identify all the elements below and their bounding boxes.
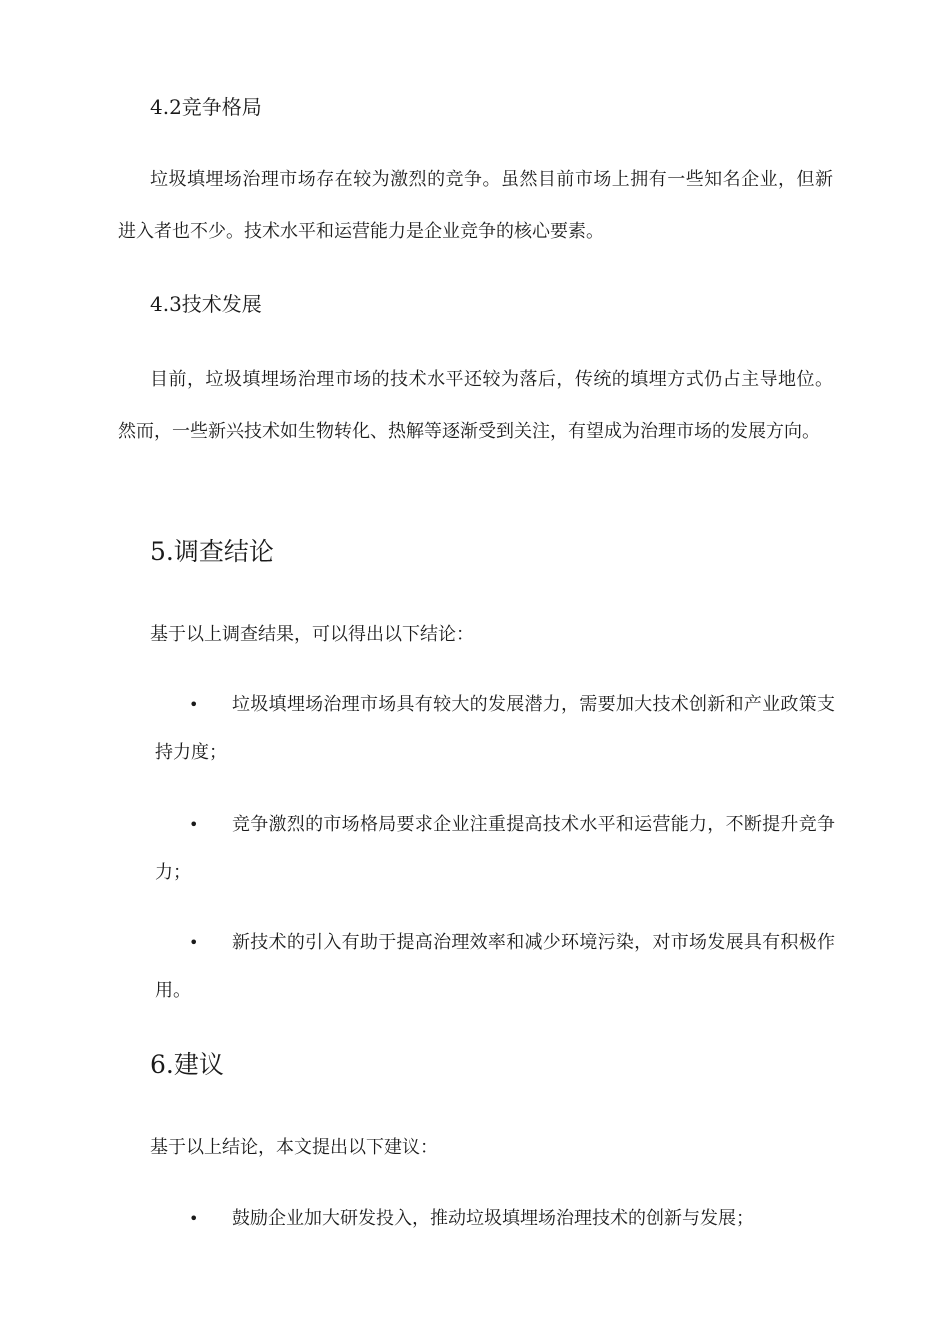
conclusion-bullet-1 bbox=[155, 681, 835, 777]
section-heading-4-2: 4.2竞争格局 bbox=[150, 95, 262, 119]
bullet-text: 竞争激烈的市场格局要求企业注重提高技术水平和运营能力，不断提升竞争力； bbox=[155, 814, 835, 883]
bullet-dot: • bbox=[189, 1209, 199, 1228]
section-heading-5: 5.调查结论 bbox=[150, 537, 274, 566]
bullet-text: 垃圾填埋场治理市场具有较大的发展潜力，需要加大技术创新和产业政策支持力度； bbox=[155, 694, 835, 763]
section-5-intro: 基于以上调查结果，可以得出以下结论： bbox=[150, 624, 474, 645]
suggestion-bullet-1 bbox=[155, 1195, 835, 1243]
bullet-dot: • bbox=[189, 695, 199, 714]
section-4-3-paragraph: 目前，垃圾填埋场治理市场的技术水平还较为落后，传统的填埋方式仍占主导地位。然而，一些新兴技术如生物转化、热解等逐渐受到关注，有望成为治理市场的发展方向。 bbox=[118, 369, 833, 442]
bullet-dot: • bbox=[189, 933, 199, 952]
bullet-dot: • bbox=[189, 815, 199, 834]
bullet-text: 新技术的引入有助于提高治理效率和减少环境污染，对市场发展具有积极作用。 bbox=[155, 932, 835, 1001]
section-4-2-paragraph: 垃圾填埋场治理市场存在较为激烈的竞争。虽然目前市场上拥有一些知名企业，但新进入者也不少。技术水平和运营能力是企业竞争的核心要素。 bbox=[118, 169, 833, 242]
conclusion-bullet-3 bbox=[155, 919, 835, 1015]
bullet-text: 鼓励企业加大研发投入，推动垃圾填埋场治理技术的创新与发展； bbox=[232, 1208, 754, 1229]
conclusion-bullet-2 bbox=[155, 801, 835, 897]
section-heading-4-3: 4.3技术发展 bbox=[150, 292, 262, 316]
section-6-intro: 基于以上结论，本文提出以下建议： bbox=[150, 1137, 438, 1158]
section-heading-6: 6.建议 bbox=[150, 1050, 224, 1079]
